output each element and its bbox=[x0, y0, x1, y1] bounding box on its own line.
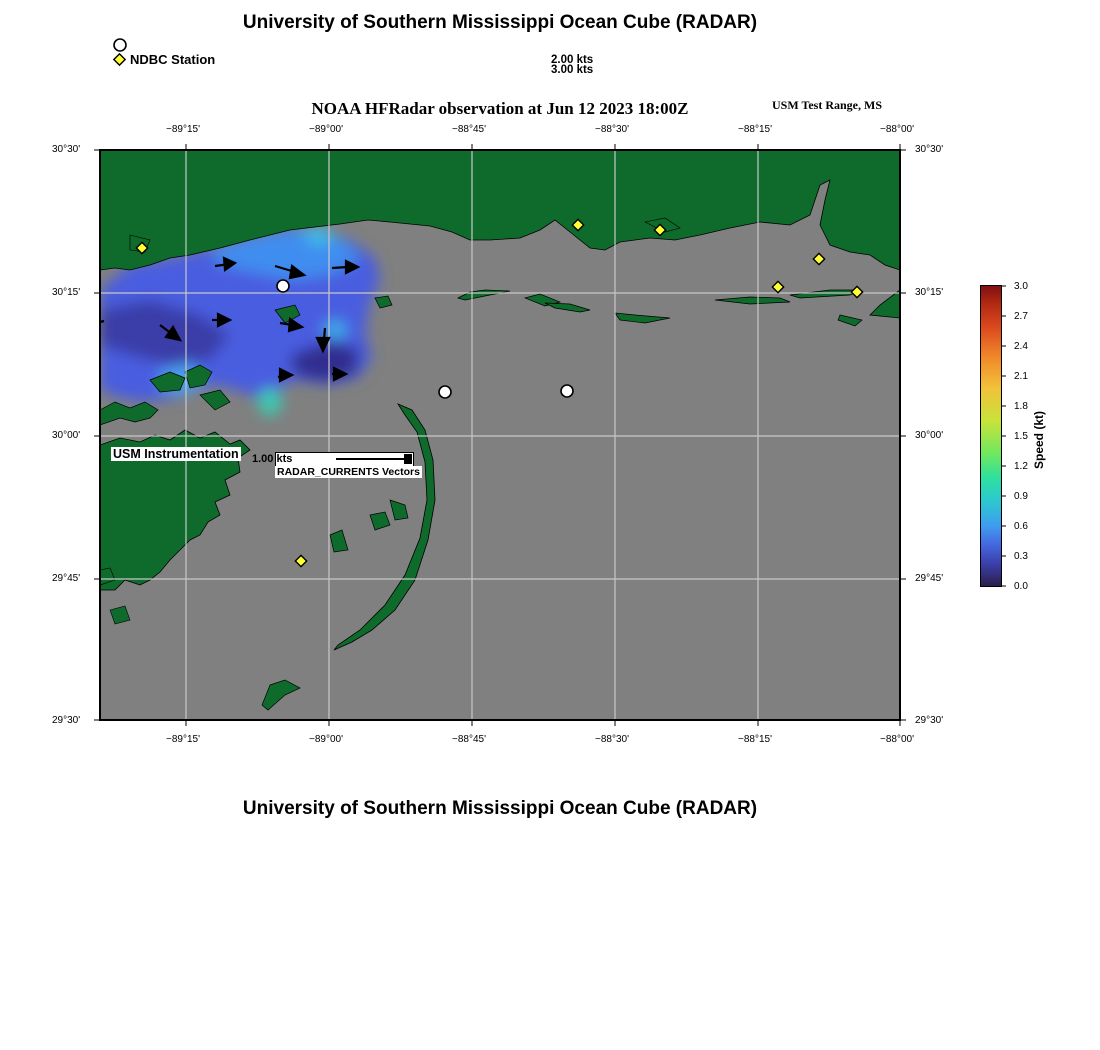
scale-label-2kts: 2.00 kts bbox=[551, 54, 594, 66]
ndbc-station-legend-icon bbox=[114, 54, 125, 65]
lat-tick-right: 29°30' bbox=[915, 715, 944, 726]
usm-station-icon bbox=[561, 385, 573, 397]
lat-tick-left: 29°45' bbox=[52, 573, 81, 584]
colorbar-ticks bbox=[1001, 285, 1011, 587]
lat-tick-left: 30°15' bbox=[52, 287, 81, 298]
lon-tick-bottom: −88°30' bbox=[595, 734, 629, 745]
colorbar-tick: 1.2 bbox=[1014, 461, 1028, 472]
lon-tick-top: −89°15' bbox=[166, 124, 200, 135]
usm-station-icon bbox=[439, 386, 451, 398]
lon-tick-top: −88°00' bbox=[880, 124, 914, 135]
lat-tick-right: 30°00' bbox=[915, 430, 944, 441]
lon-tick-bottom: −88°15' bbox=[738, 734, 772, 745]
lon-tick-bottom: −89°15' bbox=[166, 734, 200, 745]
lon-tick-bottom: −89°00' bbox=[309, 734, 343, 745]
usm-station-legend-icon bbox=[114, 39, 126, 51]
colorbar-tick: 1.8 bbox=[1014, 401, 1028, 412]
speed-colorbar bbox=[980, 285, 1002, 587]
lon-tick-bottom: −88°45' bbox=[452, 734, 486, 745]
lon-tick-bottom: −88°00' bbox=[880, 734, 914, 745]
colorbar-tick: 0.0 bbox=[1014, 581, 1028, 592]
lon-tick-top: −88°15' bbox=[738, 124, 772, 135]
usm-station-icon bbox=[277, 280, 289, 292]
page-title: University of Southern Mississippi Ocean Cube (RADAR) bbox=[242, 12, 758, 33]
lat-tick-right: 30°30' bbox=[915, 144, 944, 155]
colorbar-tick: 1.5 bbox=[1014, 431, 1028, 442]
ndbc-legend-label: NDBC Station bbox=[130, 52, 216, 67]
colorbar-tick: 2.7 bbox=[1014, 311, 1028, 322]
lon-tick-top: −88°30' bbox=[595, 124, 629, 135]
lat-tick-left: 29°30' bbox=[52, 715, 81, 726]
range-label: USM Test Range, MS bbox=[772, 98, 883, 112]
vector-scale-label: 1.00 kts bbox=[252, 453, 293, 465]
colorbar-tick: 0.3 bbox=[1014, 551, 1028, 562]
colorbar-tick: 0.9 bbox=[1014, 491, 1028, 502]
colorbar-tick: 3.0 bbox=[1014, 281, 1028, 292]
colorbar-tick: 0.6 bbox=[1014, 521, 1028, 532]
usm-instrumentation-label: USM Instrumentation bbox=[113, 447, 239, 461]
lat-tick-left: 30°30' bbox=[52, 144, 81, 155]
lat-tick-right: 29°45' bbox=[915, 573, 944, 584]
colorbar-tick: 2.1 bbox=[1014, 371, 1028, 382]
lon-tick-top: −89°00' bbox=[309, 124, 343, 135]
colorbar-tick: 2.4 bbox=[1014, 341, 1028, 352]
map-canvas bbox=[90, 140, 920, 730]
scale-label-3kts: 3.00 kts bbox=[551, 64, 594, 76]
map-title: NOAA HFRadar observation at Jun 12 2023 18:00Z bbox=[311, 99, 689, 118]
legend-symbols bbox=[110, 36, 132, 70]
vector-scale-arrow bbox=[336, 458, 406, 460]
bottom-title: University of Southern Mississippi Ocean Cube (RADAR) bbox=[242, 798, 758, 819]
lat-tick-right: 30°15' bbox=[915, 287, 944, 298]
vector-legend-label: RADAR_CURRENTS Vectors bbox=[277, 466, 420, 478]
lon-tick-top: −88°45' bbox=[452, 124, 486, 135]
colorbar-label: Speed (kt) bbox=[1032, 410, 1046, 469]
lat-tick-left: 30°00' bbox=[52, 430, 81, 441]
